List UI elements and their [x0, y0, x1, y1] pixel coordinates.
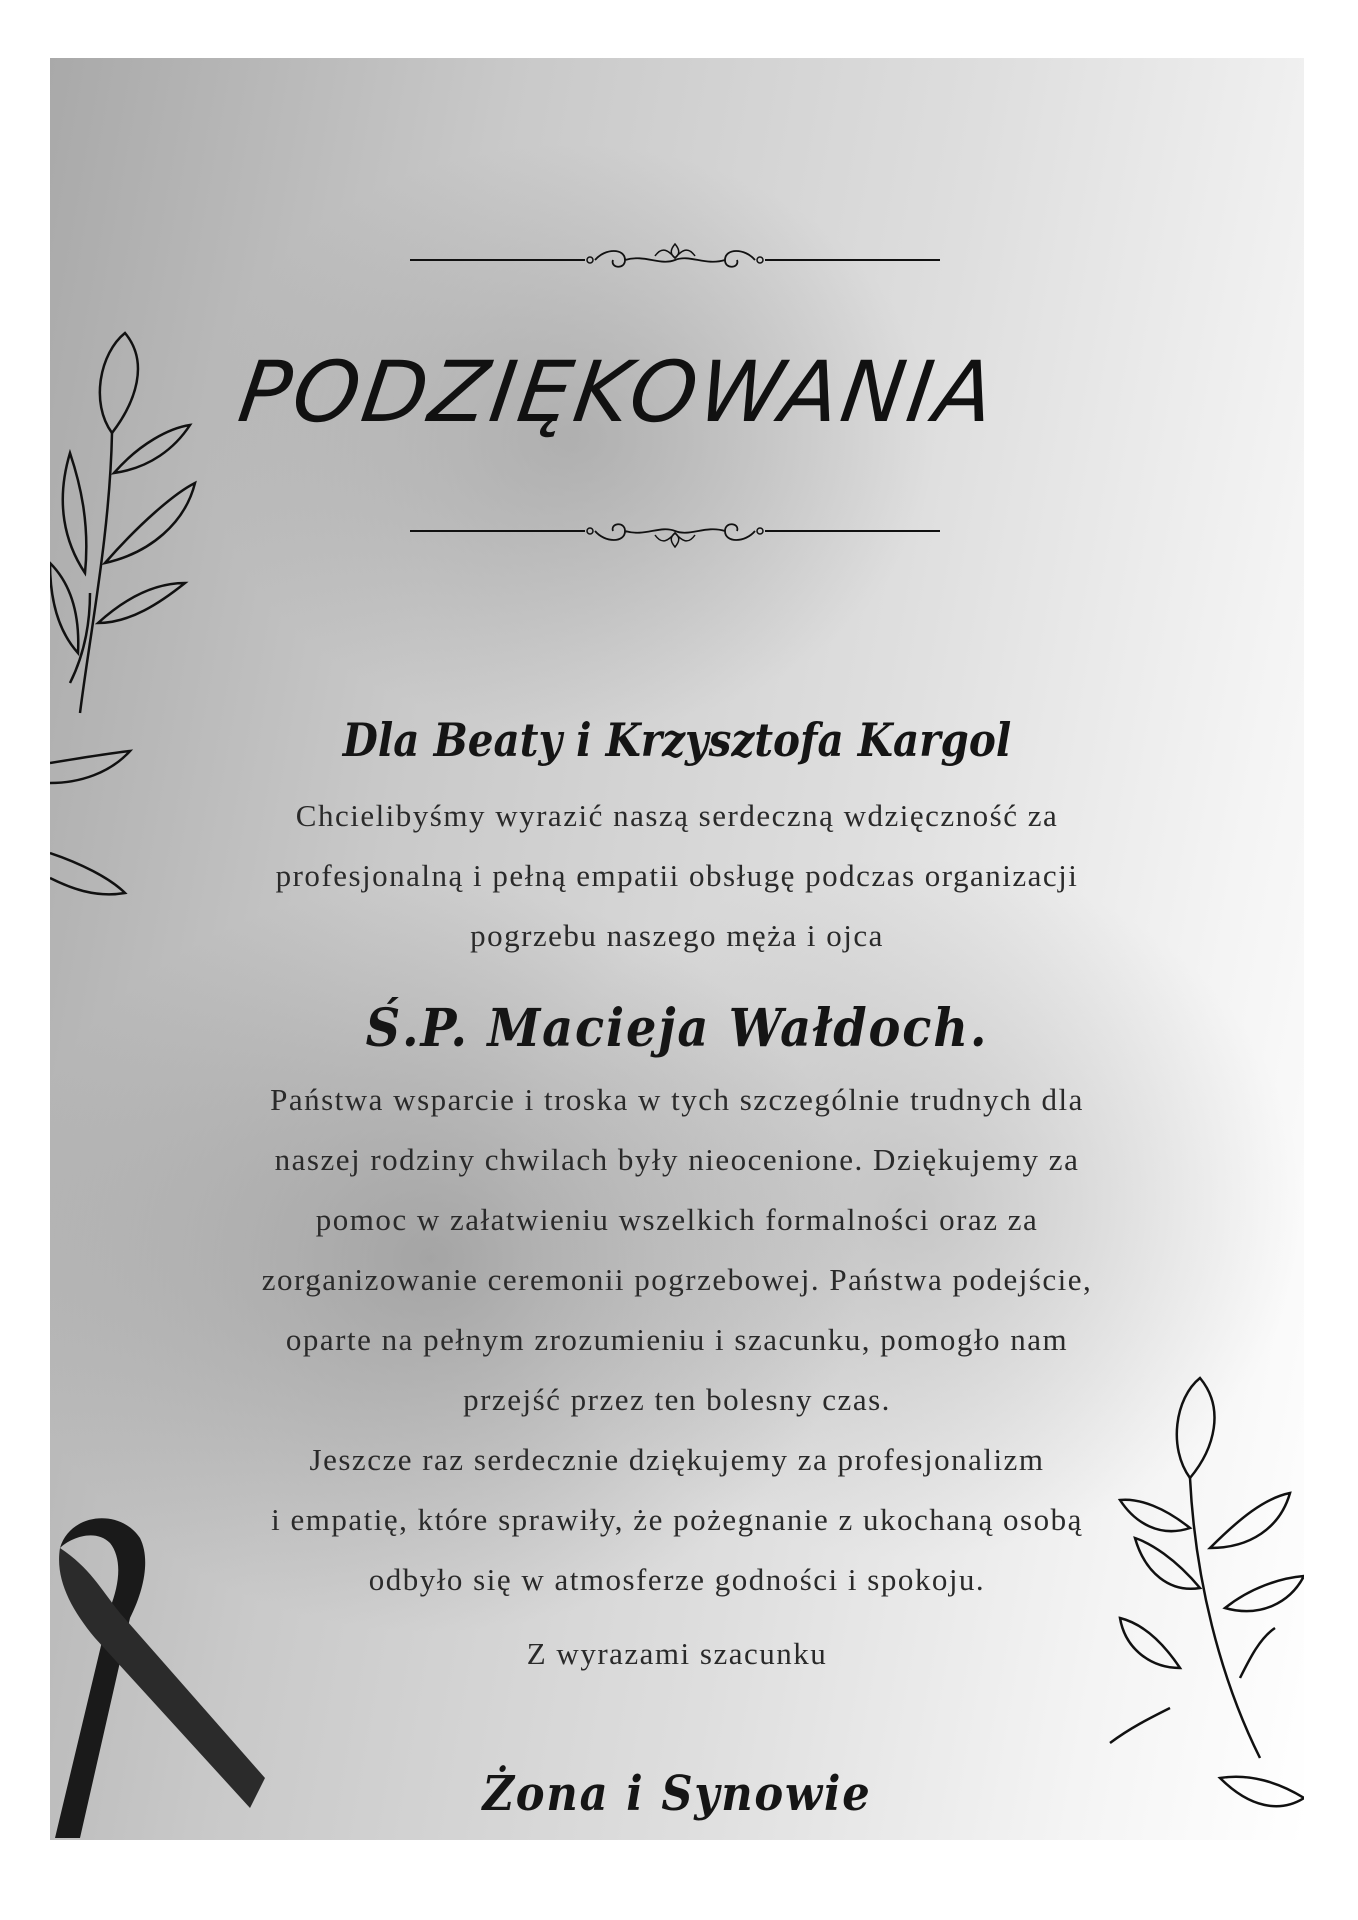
body-line: i empatię, które sprawiły, że pożegnanie z ukochaną osobą — [271, 1502, 1083, 1537]
bottom-ornament-divider — [410, 513, 940, 553]
body-line: Jeszcze raz serdecznie dziękujemy za profesjonalizm — [309, 1442, 1045, 1477]
body-line: odbyło się w atmosferze godności i spokoju. — [368, 1562, 986, 1597]
body-line: pomoc w załatwieniu wszelkich formalności oraz za — [315, 1202, 1039, 1237]
body-line: Państwa wsparcie i troska w tych szczególnie trudnych dla — [270, 1082, 1084, 1117]
closing-phrase: Z wyrazami szacunku — [526, 1636, 828, 1671]
body-line: naszej rodziny chwilach były nieocenione. Dziękujemy za — [274, 1142, 1080, 1177]
body-paragraph — [150, 1070, 1204, 1610]
thank-you-card — [50, 58, 1304, 1840]
recipient-heading: Dla Beaty i Krzysztofa Kargol — [342, 713, 1012, 767]
intro-line: profesjonalną i pełną empatii obsługę podczas organizacji — [275, 858, 1079, 893]
intro-line: Chcielibyśmy wyrazić naszą serdeczną wdzięczność za — [295, 798, 1059, 833]
deceased-name: Ś.P. Macieja Wałdoch. — [365, 998, 989, 1059]
body-line: przejść przez ten bolesny czas. — [463, 1382, 891, 1417]
intro-paragraph — [150, 786, 1204, 966]
signature: Żona i Synowie — [482, 1766, 872, 1822]
intro-line: pogrzebu naszego męża i ojca — [470, 918, 884, 953]
top-ornament-divider — [410, 238, 940, 278]
body-line: zorganizowanie ceremonii pogrzebowej. Państwa podejście, — [261, 1262, 1093, 1297]
page-title: PODZIĘKOWANIA — [233, 343, 1004, 441]
body-line: oparte na pełnym zrozumieniu i szacunku, pomogło nam — [285, 1322, 1069, 1357]
